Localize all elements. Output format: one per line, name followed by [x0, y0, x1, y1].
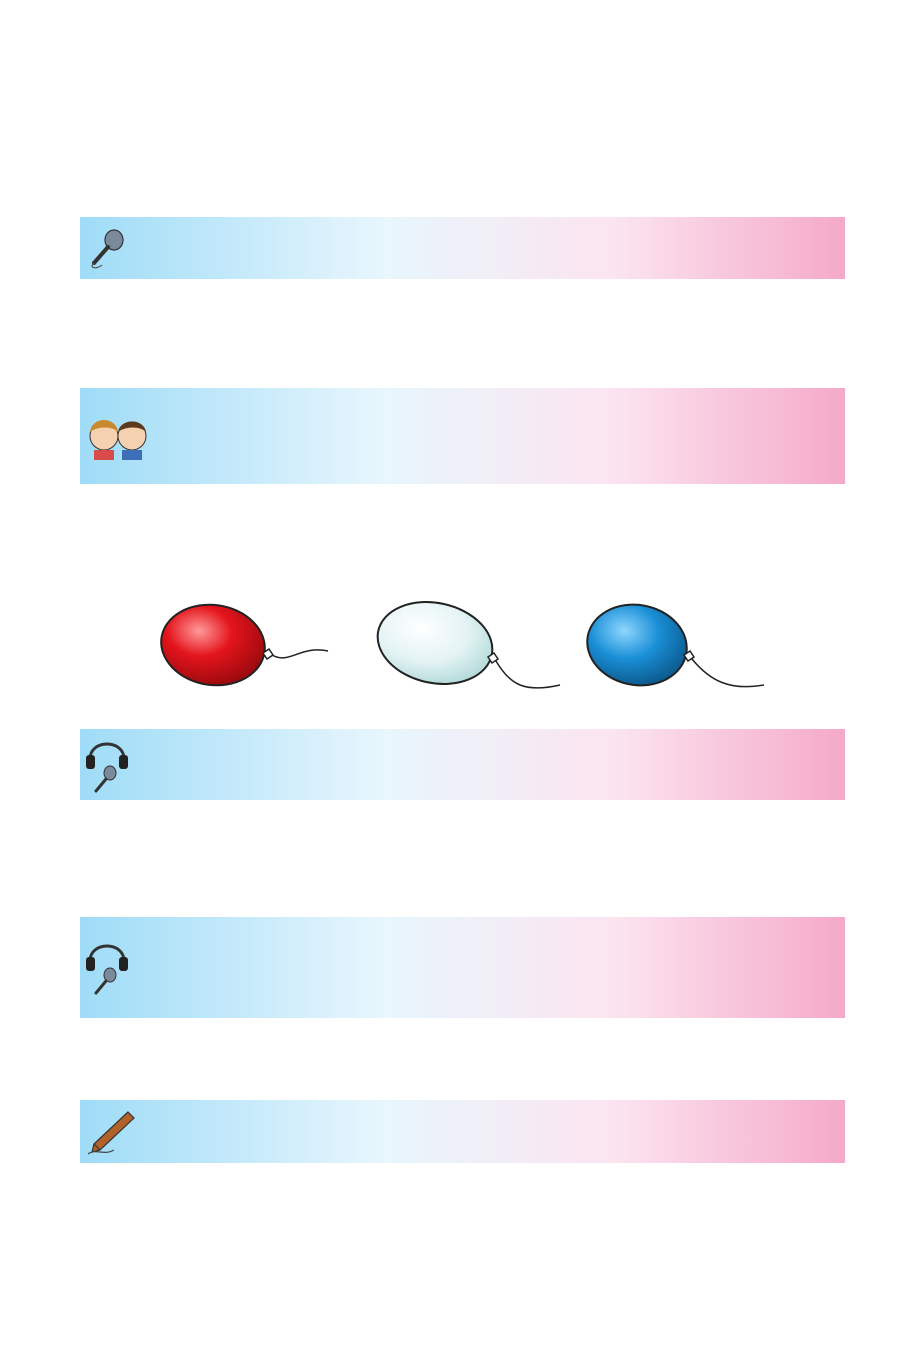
left-border	[0, 52, 52, 1308]
exercise-3-banner	[80, 388, 845, 484]
top-border	[0, 0, 918, 52]
white-balloon	[370, 595, 560, 694]
headphones-microphone-icon	[84, 733, 130, 800]
red-stroke	[590, 317, 705, 338]
pen-icon	[84, 1108, 136, 1161]
balloons-illustration	[150, 595, 770, 705]
microphone-icon	[84, 225, 130, 276]
children-talking-icon	[84, 414, 154, 465]
white-stroke	[390, 323, 520, 338]
blue-balloon	[581, 597, 764, 693]
exercise-4-banner	[80, 729, 845, 800]
color-strokes	[190, 295, 730, 365]
headphones-microphone-icon	[84, 935, 130, 1002]
red-balloon	[156, 598, 328, 692]
bottom-border	[0, 1308, 918, 1360]
exercise-5-banner	[80, 917, 845, 1018]
exercise-2-banner	[80, 217, 845, 279]
exercise-6-banner	[80, 1100, 845, 1163]
blue-stroke	[198, 313, 320, 331]
